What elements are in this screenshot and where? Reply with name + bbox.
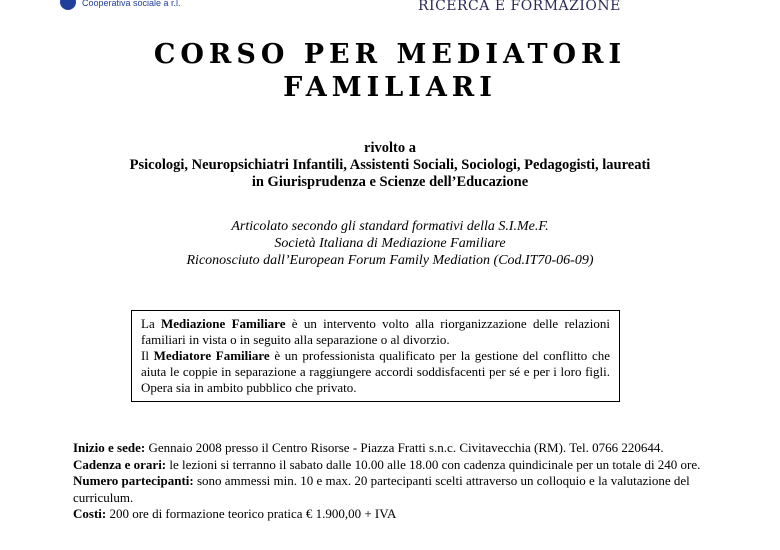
standards-line3: Riconosciuto dall’European Forum Family Mediation (Cod.IT70-06-09) xyxy=(186,253,594,268)
standards-line1: Articolato secondo gli standard formativi della S.I.Me.F. xyxy=(231,219,549,234)
detail-participants xyxy=(73,473,713,506)
definition-prefix: Il xyxy=(141,348,154,363)
detail-text: sono ammessi min. 10 e max. 20 partecipanti scelti attraverso un colloquio e la valutazione del curriculum. xyxy=(73,473,690,505)
detail-text: Gennaio 2008 presso il Centro Risorse - Piazza Fratti s.n.c. Civitavecchia (RM). Tel. 0766 220644. xyxy=(145,440,664,455)
detail-text: 200 ore di formazione teorico pratica € 1.900,00 + IVA xyxy=(106,506,397,521)
course-title xyxy=(0,38,780,104)
standards-line2: Società Italiana di Mediazione Familiare xyxy=(274,236,506,251)
standards-block xyxy=(40,218,740,269)
definition-prefix: La xyxy=(141,316,162,331)
course-title-line1: CORSO PER MEDIATORI xyxy=(153,39,627,70)
detail-start-location xyxy=(73,440,713,457)
detail-label: Cadenza e orari: xyxy=(73,456,167,472)
detail-label: Costi: xyxy=(73,506,107,521)
target-line2: in Giurisprudenza e Scienze dell’Educazione xyxy=(251,174,529,190)
target-intro: rivolto a xyxy=(364,140,416,156)
logo-icon xyxy=(60,0,76,10)
course-details xyxy=(73,440,713,523)
definition-mediazione xyxy=(141,316,610,348)
definition-term: Mediatore Familiare xyxy=(153,348,270,363)
detail-label: Numero partecipanti: xyxy=(73,473,194,488)
detail-schedule xyxy=(73,457,713,474)
detail-costs xyxy=(73,506,713,523)
definition-text: è un intervento volto alla riorganizzazione delle relazioni familiari in vista o in seguito alla separazione o al divorzio. xyxy=(141,316,610,347)
definition-box xyxy=(131,310,620,402)
definition-mediatore xyxy=(141,348,610,396)
header-title: RICERCA E FORMAZIONE xyxy=(418,0,621,14)
definition-term: Mediazione Familiare xyxy=(161,316,286,331)
detail-text: le lezioni si terranno il sabato dalle 10.00 alle 18.00 con cadenza quindicinale per un totale di 240 ore. xyxy=(166,456,701,472)
target-line1: Psicologi, Neuropsichiatri Infantili, Assistenti Sociali, Sociologi, Pedagogisti, laureati xyxy=(129,157,651,173)
detail-label: Inizio e sede: xyxy=(73,440,146,455)
course-title-line2: FAMILIARI xyxy=(283,72,497,103)
definition-text: è un professionista qualificato per la gestione del conflitto che aiuta le coppie in separazione a raggiungere accordi soddisfacenti per sé e per i loro figli. Opera sia in ambito pubblico che privato. xyxy=(141,348,610,395)
org-subtitle: Cooperativa sociale a r.l. xyxy=(82,0,181,8)
target-audience xyxy=(40,140,740,191)
